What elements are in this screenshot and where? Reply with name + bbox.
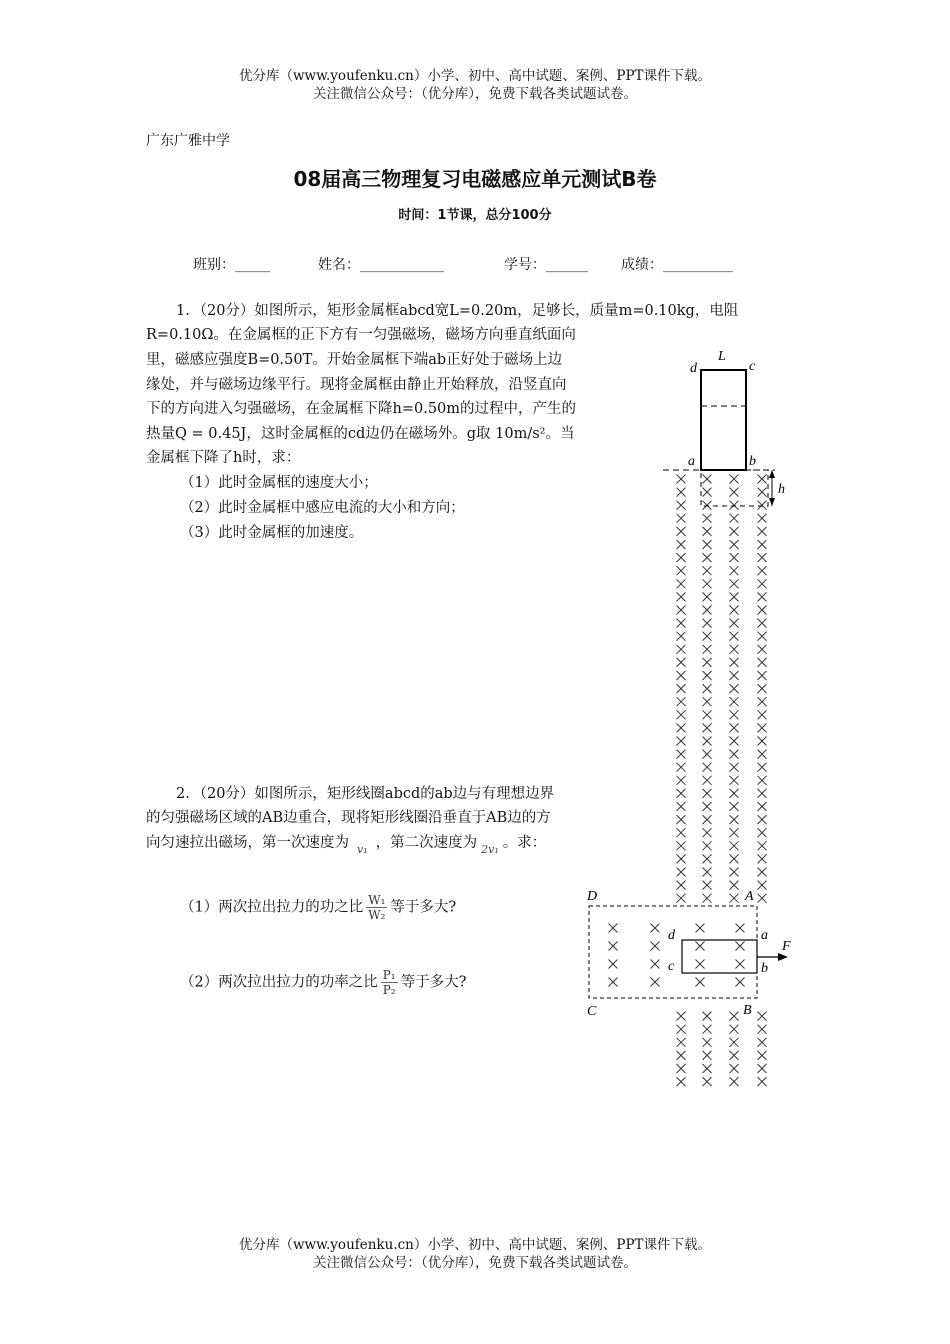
2v1-symbol: 2v₁	[481, 843, 499, 856]
label-b2: b	[761, 961, 768, 976]
page-subtitle: 时间：1节课，总分100分	[398, 208, 552, 223]
q1-line-6: 热量Q = 0.45J，这时金属框的cd边仍在磁场外。g取 10m/s²。当	[146, 426, 575, 442]
coil-abcd	[682, 940, 757, 973]
label-b: b	[749, 454, 756, 469]
w2-denominator: W₂	[368, 908, 386, 922]
score-field[interactable]: 成绩：__________	[621, 257, 733, 273]
header-line-2: 关注微信公众号：（优分库），免费下载各类试题试卷。	[313, 86, 637, 102]
footer-line-1: 优分库（www.youfenku.cn）小学、初中、高中试题、案例、PPT课件下载。	[238, 1237, 712, 1253]
label-B: B	[743, 1003, 752, 1018]
q1-line-2: R=0.10Ω。在金属框的正下方有一匀强磁场，磁场方向垂直纸面向	[146, 327, 576, 343]
label-h: h	[778, 482, 785, 497]
q2-line-3-text-b: ，第二次速度为	[375, 835, 478, 851]
h-arrow-down	[769, 498, 775, 506]
figure-2-coil	[586, 889, 791, 1019]
page-title: 08届高三物理复习电磁感应单元测试B卷	[293, 167, 657, 191]
label-C: C	[587, 1004, 597, 1019]
q2-line-1: 2．（20分）如图所示，矩形线圈abcd的ab边与有理想边界	[176, 786, 555, 802]
label-c2: c	[668, 959, 675, 974]
q2-line-2: 的匀强磁场区域的AB边重合，现将矩形线圈沿垂直于AB边的方	[146, 810, 551, 826]
label-F: F	[782, 939, 791, 954]
field-region-ABCD	[589, 906, 757, 998]
q1-line-3: 里，磁感应强度B=0.50T。开始金属框下端ab正好处于磁场上边	[146, 352, 563, 368]
q2-line-3-text-a: 向匀速拉出磁场，第一次速度为	[146, 835, 349, 851]
q1-sub-2: （2）此时金属框中感应电流的大小和方向；	[180, 500, 465, 516]
label-d2: d	[668, 928, 675, 943]
q2-sub-2-text-b: 等于多大?	[400, 974, 467, 991]
magnetic-field-crosses	[609, 475, 767, 1087]
label-d: d	[690, 361, 697, 376]
label-c: c	[749, 359, 756, 374]
force-arrow-head	[778, 953, 788, 961]
figure-1-metal-frame	[663, 349, 785, 506]
header-line-1: 优分库（www.youfenku.cn）小学、初中、高中试题、案例、PPT课件下载。	[238, 68, 712, 84]
q2-sub-1-text-a: （1）两次拉出拉力的功之比	[180, 899, 364, 916]
q1-line-4: 缘处，并与磁场边缘平行。现将金属框由静止开始释放，沿竖直向	[146, 377, 567, 393]
footer-line-2: 关注微信公众号：（优分库），免费下载各类试题试卷。	[313, 1255, 637, 1271]
student-number-field[interactable]: 学号：______	[504, 257, 588, 273]
name-field[interactable]: 姓名：____________	[318, 257, 444, 273]
label-a2: a	[761, 928, 768, 943]
q1-sub-3: （3）此时金属框的加速度。	[180, 525, 364, 541]
v1-symbol: v₁	[357, 843, 368, 856]
label-A: A	[745, 889, 754, 904]
p2-denominator: P₂	[382, 983, 396, 997]
q2-sub-1-text-b: 等于多大?	[390, 899, 457, 916]
w1-numerator: W₁	[368, 893, 386, 907]
h-arrow-up	[769, 470, 775, 478]
q1-line-5: 下的方向进入匀强磁场，在金属框下降h=0.50m的过程中，产生的	[146, 401, 577, 417]
label-D: D	[587, 889, 598, 904]
q2-sub-2-text-a: （2）两次拉出拉力的功率之比	[180, 974, 378, 991]
label-L: L	[718, 349, 726, 364]
p1-numerator: P₁	[382, 968, 396, 982]
school-name: 广东广雅中学	[146, 133, 230, 149]
label-a: a	[688, 454, 695, 469]
frame-abcd	[701, 370, 746, 470]
q2-line-3-text-c: 。求：	[502, 835, 547, 851]
q1-line-1: 1．（20分）如图所示，矩形金属框abcd宽L=0.20m，足够长，质量m=0.10kg，电阻	[176, 303, 739, 319]
q1-sub-1: （1）此时金属框的速度大小；	[180, 475, 378, 491]
q1-line-7: 金属框下降了h时，求：	[146, 450, 301, 466]
class-field[interactable]: 班别：_____	[193, 257, 270, 273]
